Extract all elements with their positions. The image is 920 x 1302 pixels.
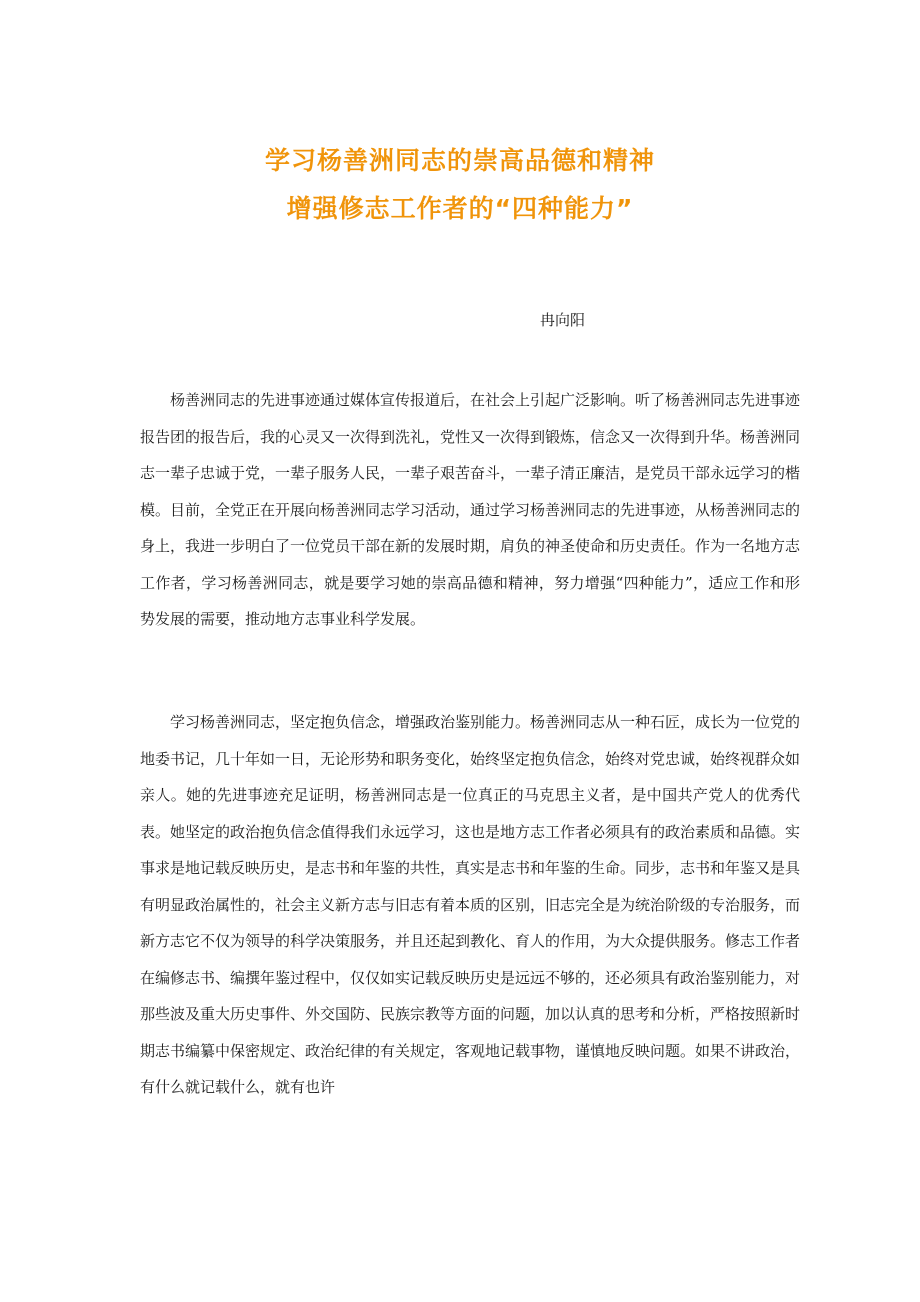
body-paragraph-1: 杨善洲同志的先进事迹通过媒体宣传报道后，在社会上引起广泛影响。听了杨善洲同志先进事迹报告团的报告后，我的心灵又一次得到洗礼，党性又一次得到锻炼，信念又一次得到升华。杨善洲同志一辈子忠诚于党，一辈子服务人民，一辈子艰苦奋斗，一辈子清正廉洁，是党员干部永远学习的楷模。目前，全党正在开展向杨善洲同志学习活动，通过学习杨善洲同志的先进事迹，从杨善洲同志的身上，我进一步明白了一位党员干部在新的发展时期，肩负的神圣使命和历史责任。作为一名地方志工作者，学习杨善洲同志，就是要学习她的崇高品德和精神，努力增强“四种能力”，适应工作和形势发展的需要，推动地方志事业科学发展。	[140, 391, 801, 628]
document-title-line-2: 增强修志工作者的“四种能力”	[286, 194, 634, 223]
document-title-line-1: 学习杨善洲同志的崇高品德和精神	[264, 146, 655, 175]
document-author: 冉向阳	[540, 311, 586, 329]
body-paragraph-2: 学习杨善洲同志，坚定抱负信念，增强政治鉴别能力。杨善洲同志从一种石匠，成长为一位党的地委书记，几十年如一日，无论形势和职务变化，始终坚定抱负信念，始终对党忠诚，始终视群众如亲人。她的先进事迹充足证明，杨善洲同志是一位真正的马克思主义者，是中国共产党人的优秀代表。她坚定的政治抱负信念值得我们永远学习，这也是地方志工作者必须具有的政治素质和品德。实事求是地记载反映历史，是志书和年鉴的共性，真实是志书和年鉴的生命。同步，志书和年鉴又是具有明显政治属性的，社会主义新方志与旧志有着本质的区别，旧志完全是为统治阶级的专治服务，而新方志它不仅为领导的科学决策服务，并且还起到教化、育人的作用，为大众提供服务。修志工作者在编修志书、编撰年鉴过程中，仅仅如实记载反映历史是远远不够的，还必须具有政治鉴别能力，对那些波及重大历史事件、外交国防、民族宗教等方面的问题，加以认真的思考和分析，严格按照新时期志书编纂中保密规定、政治纪律的有关规定，客观地记载事物，谨慎地反映问题。如果不讲政治，有什么就记载什么，就有也许	[140, 713, 801, 1096]
